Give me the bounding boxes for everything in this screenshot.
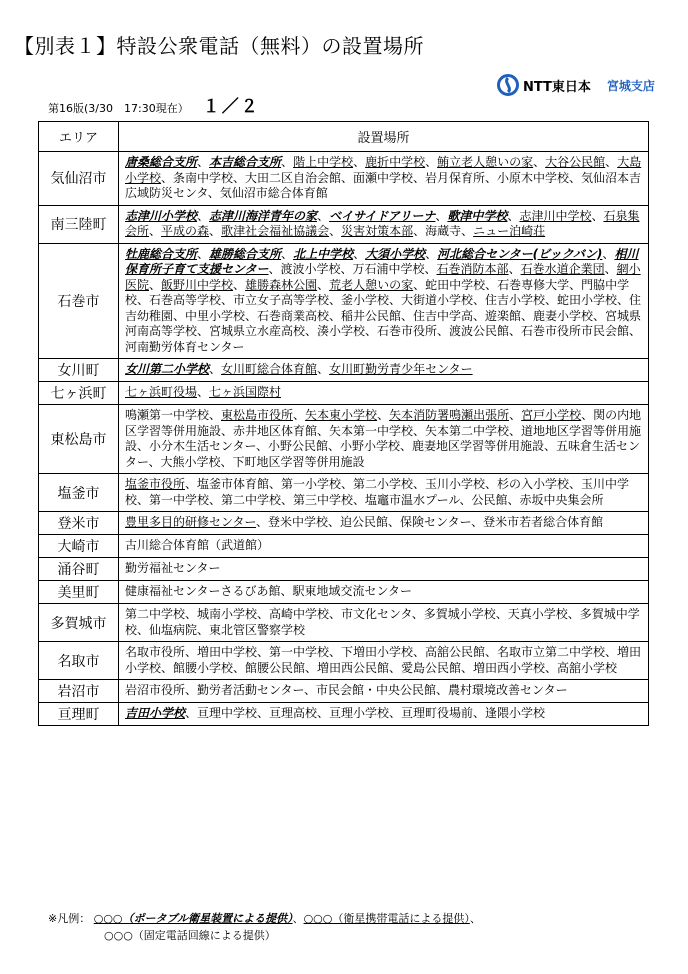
table-row (39, 512, 649, 535)
places-cell (119, 359, 649, 382)
legend (48, 910, 481, 944)
table-row (39, 535, 649, 558)
place-portable-satellite: 歌津中学校 (447, 208, 508, 223)
branch-name: 宮城支店 (606, 78, 655, 93)
places-cell (119, 474, 649, 512)
table-row (39, 359, 649, 382)
header-places: 設置場所 (119, 122, 649, 152)
place-text: 、亘理中学校、亘理高校、亘理小学校、亘理町役場前、逢隈小学校 (185, 706, 546, 721)
table-body (39, 152, 649, 726)
place-text: 、 (209, 224, 222, 238)
place-portable-satellite: 志津川海洋青年の家 (209, 208, 318, 223)
area-cell: 多賀城市 (39, 604, 119, 642)
legend-prefix: ※凡例： (48, 912, 91, 925)
area-cell: 南三陸町 (39, 205, 119, 243)
place-text: 鳴瀬第一中学校、 (125, 408, 222, 422)
place-text: 、 (425, 155, 438, 169)
place-portable-satellite: 牡鹿総合支所 (125, 246, 198, 261)
area-cell: 亘理町 (39, 703, 119, 726)
brand-name: NTT東日本 (523, 79, 591, 95)
place-satellite-phone: 女川町勤労青少年センター (329, 362, 473, 377)
places-cell (119, 642, 649, 680)
version-info (48, 92, 260, 117)
place-portable-satellite: 北上中学校 (293, 246, 354, 261)
place-satellite-phone: 階上中学校 (293, 155, 354, 169)
place-portable-satellite: 唐桑総合支所 (125, 155, 198, 169)
place-text: 、 (149, 224, 162, 238)
places-cell (119, 382, 649, 405)
place-satellite-phone: 石巻水道企業団 (520, 262, 605, 276)
version-label: 第16版(3/30 17:30現在） (48, 102, 189, 115)
place-text: 、 (197, 155, 210, 169)
place-text: 、 (425, 246, 438, 261)
place-text: 、 (233, 277, 246, 292)
place-text: 、 (149, 277, 162, 292)
place-portable-satellite: 雄勝総合支所 (209, 246, 282, 261)
places-cell (119, 152, 649, 206)
place-portable-satellite: ベイサイドアリーナ (329, 208, 436, 223)
place-text: 、 (435, 208, 448, 223)
place-text: 、関の内地区学習等併用施設、赤井地区体育館、矢本第一中学校、矢本第二中学校、道地地区学習等併用施設、小分木生活センター、小野公民館、小野小学校、鹿妻地区学習等併用施設、五味倉生活センター、大熊小学校、下町地区学習等併用施設 (125, 408, 642, 469)
place-satellite-phone: 大島小学校 (125, 155, 642, 185)
table-row (39, 581, 649, 604)
place-portable-satellite: 相川保育所子育て支援センター (125, 246, 639, 276)
place-text: 、 (591, 208, 604, 223)
place-text: 、 (317, 362, 330, 377)
legend-tail: 、 (469, 912, 481, 925)
area-cell: 登米市 (39, 512, 119, 535)
place-text: 、海蔵寺、 (413, 224, 474, 238)
place-satellite-phone: 石巻消防本部 (436, 262, 509, 276)
place-text: 、 (604, 262, 617, 276)
place-text: 、 (317, 208, 330, 223)
table-header-row (39, 122, 649, 152)
place-satellite-phone: 平成の森 (161, 224, 210, 238)
place-text: 古川総合体育館（武道館） (125, 538, 270, 553)
table-row (39, 382, 649, 405)
place-text: 、 (209, 362, 222, 377)
area-cell: 美里町 (39, 581, 119, 604)
place-text: 、 (317, 277, 330, 292)
place-text: 、 (293, 408, 306, 422)
area-cell: 岩沼市 (39, 680, 119, 703)
place-text: 、蛇田中学校、石巻専修大学、門脇中学校、石巻高等学校、市立女子高等学校、釜小学校、大街道小学校、住吉小学校、蛇田小学校、住吉幼稚園、中里小学校、石巻商業高校、稲井公民館、住吉中学高、遊楽館、鹿妻小学校、宮城県河南高等学校、宮城県立水産高校、湊小学校、石巻市役所、渡波公民館、石巻市役所市民会館、河南勤労体育センター (125, 277, 642, 354)
place-satellite-phone: 歌津社会福祉協議会 (221, 224, 330, 238)
legend-satellite-phone: ○○○（衛星携帯電話による提供） (303, 912, 470, 925)
place-portable-satellite: 河北総合センター(ビックバン) (437, 246, 603, 261)
table-row (39, 703, 649, 726)
area-cell: 名取市 (39, 642, 119, 680)
place-text: 、登米中学校、迫公民館、保険センター、登米市若者総合体育館 (256, 515, 604, 530)
table-row (39, 558, 649, 581)
place-satellite-phone: 石泉集会所 (125, 208, 640, 238)
places-cell (119, 205, 649, 243)
place-satellite-phone: 宮戸小学校 (521, 408, 582, 422)
place-text: 、 (353, 155, 366, 169)
legend-line-2 (48, 927, 481, 944)
places-cell (119, 535, 649, 558)
place-portable-satellite: 志津川小学校 (125, 208, 198, 223)
place-portable-satellite: 本吉総合支所 (209, 155, 282, 169)
table-row (39, 243, 649, 359)
place-text: 岩沼市役所、勤労者活動センター、市民会館・中央公民館、農村環境改善センター (125, 683, 568, 698)
place-satellite-phone: 七ヶ浜国際村 (209, 385, 282, 400)
places-cell (119, 581, 649, 604)
place-text: 、塩釜市体育館、第一小学校、第二小学校、玉川小学校、杉の入小学校、玉川中学校、第一中学校、第二中学校、第三中学校、塩竈市温水プール、公民館、赤坂中央集会所 (125, 477, 630, 507)
place-satellite-phone: 雄勝森林公園 (245, 277, 318, 292)
legend-portable-satellite: ○○○（ポータブル衛星装置による提供） (93, 912, 293, 925)
place-satellite-phone: 塩釜市役所 (125, 477, 186, 491)
place-text: 名取市役所、増田中学校、第一中学校、下増田小学校、高舘公民館、名取市立第二中学校、増田小学校、館腰小学校、館腰公民館、増田西公民館、愛島公民館、増田西小学校、高舘小学校 (125, 645, 642, 675)
area-cell: 気仙沼市 (39, 152, 119, 206)
place-satellite-phone: 飯野川中学校 (161, 277, 234, 292)
area-cell: 塩釜市 (39, 474, 119, 512)
place-satellite-phone: 東松島市役所 (221, 408, 294, 422)
table-row (39, 205, 649, 243)
table-row (39, 604, 649, 642)
place-text: 、 (602, 246, 615, 261)
places-cell (119, 558, 649, 581)
place-portable-satellite: 女川第二小学校 (125, 362, 210, 377)
area-cell: 女川町 (39, 359, 119, 382)
place-text: 、 (509, 408, 522, 422)
table-row (39, 642, 649, 680)
place-text: 、 (197, 208, 210, 223)
place-text: 、 (508, 262, 521, 276)
place-text: 、条南中学校、大田二区自治会館、面瀬中学校、岩月保育所、小原木中学校、気仙沼本吉広域防災センタ、気仙沼市総合体育館 (125, 170, 642, 200)
places-cell (119, 405, 649, 474)
area-cell: 大崎市 (39, 535, 119, 558)
legend-separator: 、 (292, 912, 304, 925)
place-satellite-phone: ニュー泊崎荘 (473, 224, 546, 238)
area-cell: 東松島市 (39, 405, 119, 474)
place-text: 、 (281, 246, 294, 261)
place-satellite-phone: 網小医院 (125, 262, 641, 292)
place-text: 、 (605, 155, 618, 169)
place-portable-satellite: 吉田小学校 (125, 706, 186, 721)
table-row (39, 680, 649, 703)
place-text: 第二中学校、城南小学校、高崎中学校、市文化センタ、多賀城小学校、天真小学校、多賀城中学校、仙塩病院、東北管区警察学校 (125, 607, 640, 637)
place-text: 、 (281, 155, 294, 169)
place-portable-satellite: 大須小学校 (365, 246, 426, 261)
place-text: 、 (353, 246, 366, 261)
place-satellite-phone: 七ヶ浜町役場 (125, 385, 198, 400)
area-cell: 石巻市 (39, 243, 119, 359)
page-indicator: １／２ (202, 97, 260, 117)
place-satellite-phone: 豊里多目的研修センター (125, 515, 257, 530)
place-satellite-phone: 矢本消防署鳴瀬出張所 (389, 408, 510, 422)
legend-line-1 (48, 910, 481, 927)
places-cell (119, 703, 649, 726)
places-cell (119, 680, 649, 703)
place-text: 、 (377, 408, 390, 422)
place-satellite-phone: 鹿折中学校 (365, 155, 426, 169)
table-row (39, 405, 649, 474)
legend-fixed-line: ○○○（固定電話回線による提供） (104, 929, 276, 942)
ntt-logo-icon (497, 74, 519, 96)
place-text: 、 (197, 385, 210, 400)
table-row (39, 474, 649, 512)
place-satellite-phone: 荒老人憩いの家 (329, 277, 414, 292)
places-cell (119, 243, 649, 359)
place-satellite-phone: 大谷公民館 (545, 155, 606, 169)
place-text: 、 (329, 224, 342, 238)
place-text: 勤労福祉センター (125, 561, 221, 576)
area-cell: 涌谷町 (39, 558, 119, 581)
ntt-logo (497, 74, 655, 96)
place-text: 、 (533, 155, 546, 169)
header-area: エリア (39, 122, 119, 152)
place-satellite-phone: 女川町総合体育館 (221, 362, 318, 377)
page-title: 【別表１】特設公衆電話（無料）の設置場所 (14, 34, 424, 58)
place-satellite-phone: 志津川中学校 (519, 208, 592, 223)
place-text: 、渡波小学校、万石浦中学校、 (268, 262, 437, 276)
place-text: 、 (197, 246, 210, 261)
place-text: 健康福祉センターさるびあ館、駅東地域交流センター (125, 584, 413, 599)
places-cell (119, 512, 649, 535)
table-row (39, 152, 649, 206)
place-text: 、 (507, 208, 520, 223)
area-cell: 七ヶ浜町 (39, 382, 119, 405)
installation-table (38, 121, 649, 726)
places-cell (119, 604, 649, 642)
place-satellite-phone: 鮪立老人憩いの家 (437, 155, 534, 169)
place-satellite-phone: 矢本東小学校 (305, 408, 378, 422)
place-satellite-phone: 災害対策本部 (341, 224, 414, 238)
